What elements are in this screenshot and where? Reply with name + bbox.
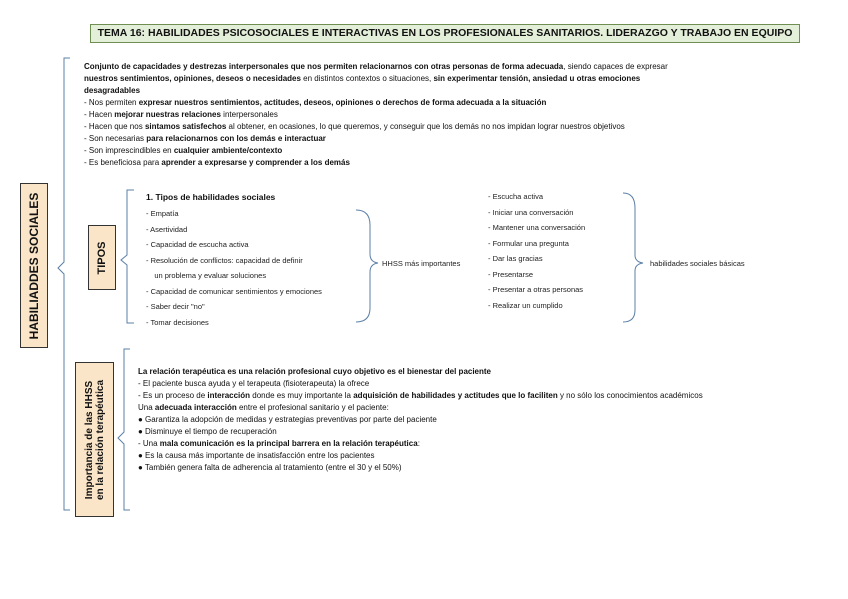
intro-bullet-6: - Es beneficiosa para aprender a expresarse y comprender a los demás: [84, 158, 350, 167]
list-item: - Empatía: [146, 209, 179, 218]
list-item: - Asertividad: [146, 224, 188, 234]
types-heading: 1. Tipos de habilidades sociales: [146, 192, 276, 202]
list-item: - Formular una pregunta: [488, 238, 569, 248]
list-item: un problema y evaluar soluciones: [146, 271, 267, 280]
intro-line-3: desagradables: [84, 86, 141, 95]
main-bracket: [58, 58, 70, 510]
importance-line-5: ● Garantiza la adopción de medidas y estrategias preventivas por parte del paciente: [138, 415, 437, 424]
basic-bracket: [623, 193, 643, 322]
tipos-label: TIPOS: [96, 240, 108, 275]
importance-line-6: ● Disminuye el tiempo de recuperación: [138, 427, 277, 436]
list-item: - Resolución de conflictos: capacidad de definir: [146, 255, 303, 265]
intro-bullet-2: - Hacen mejorar nuestras relaciones interpersonales: [84, 110, 278, 119]
importance-line-3: - Es un proceso de interacción donde es muy importante la adquisición de habilidades y actitudes que lo faciliten y no sólo los conocimientos académicos: [138, 391, 703, 400]
importance-line-8: ● Es la causa más importante de insatisfacción entre los pacientes: [138, 451, 375, 460]
list-item: - Presentarse: [488, 269, 534, 279]
list-item: - Presentar a otras personas: [488, 285, 584, 294]
list-item: - Tomar decisiones: [146, 317, 209, 327]
importance-line-1: La relación terapéutica es una relación profesional cuyo objetivo es el bienestar del paciente: [138, 367, 492, 376]
list-item: - Saber decir "no": [146, 302, 205, 311]
intro-bullet-1: - Nos permiten expresar nuestros sentimientos, actitudes, deseos, opiniones o derechos de forma adecuada a la situación: [84, 98, 547, 107]
list-item: - Capacidad de comunicar sentimientos y emociones: [146, 286, 322, 296]
intro-bullet-4: - Son necesarias para relacionarnos con los demás e interactuar: [84, 134, 326, 143]
main-label-box: [20, 183, 48, 348]
important-label: HHSS más importantes: [382, 259, 461, 268]
list-item: - Iniciar una conversación: [488, 207, 574, 217]
important-list: [146, 206, 322, 330]
basic-list: [488, 189, 585, 313]
list-item: - Capacidad de escucha activa: [146, 240, 249, 249]
intro-bullet-3: - Hacen que nos sintamos satisfechos al obtener, en ocasiones, lo que queremos, y conseguir que los demás no nos impidan lograr nuestros objetivos: [84, 122, 625, 131]
intro-line-2: nuestros sentimientos, opiniones, deseos o necesidades en distintos contextos o situaciones, sin experimentar tensión, ansiedad u otras emociones: [84, 74, 641, 83]
importance-line-2: - El paciente busca ayuda y el terapeuta (fisioterapeuta) la ofrece: [138, 379, 370, 388]
important-bracket: [356, 210, 378, 322]
main-label: HABILIADDES SOCIALES: [27, 192, 41, 339]
list-item: - Mantener una conversación: [488, 223, 586, 232]
importance-label: Importancia de las HHSS en la relación terapéutica: [83, 379, 106, 500]
importance-line-7: - Una mala comunicación es la principal barrera en la relación terapéutica:: [138, 439, 420, 448]
list-item: - Realizar un cumplido: [488, 300, 563, 310]
tipos-label-box: [88, 225, 116, 290]
page-title: TEMA 16: HABILIDADES PSICOSOCIALES E INTERACTIVAS EN LOS PROFESIONALES SANITARIOS. LIDERAZGO Y TRABAJO EN EQUIPO: [90, 24, 800, 43]
basic-label: habilidades sociales básicas: [650, 259, 745, 268]
list-item: - Escucha activa: [488, 192, 544, 201]
importance-label-box: [75, 362, 114, 517]
importance-bracket: [118, 349, 130, 510]
list-item: - Dar las gracias: [488, 254, 543, 263]
intro-line-1: Conjunto de capacidades y destrezas interpersonales que nos permiten relacionarnos con otras personas de forma adecuada, siendo capaces de expresar: [84, 62, 668, 71]
intro-bullet-5: - Son imprescindibles en cualquier ambiente/contexto: [84, 146, 283, 155]
importance-line-9: ● También genera falta de adherencia al tratamiento (entre el 30 y el 50%): [138, 463, 402, 472]
importance-line-4: Una adecuada interacción entre el profesional sanitario y el paciente:: [138, 403, 389, 412]
tipos-bracket: [121, 190, 134, 323]
